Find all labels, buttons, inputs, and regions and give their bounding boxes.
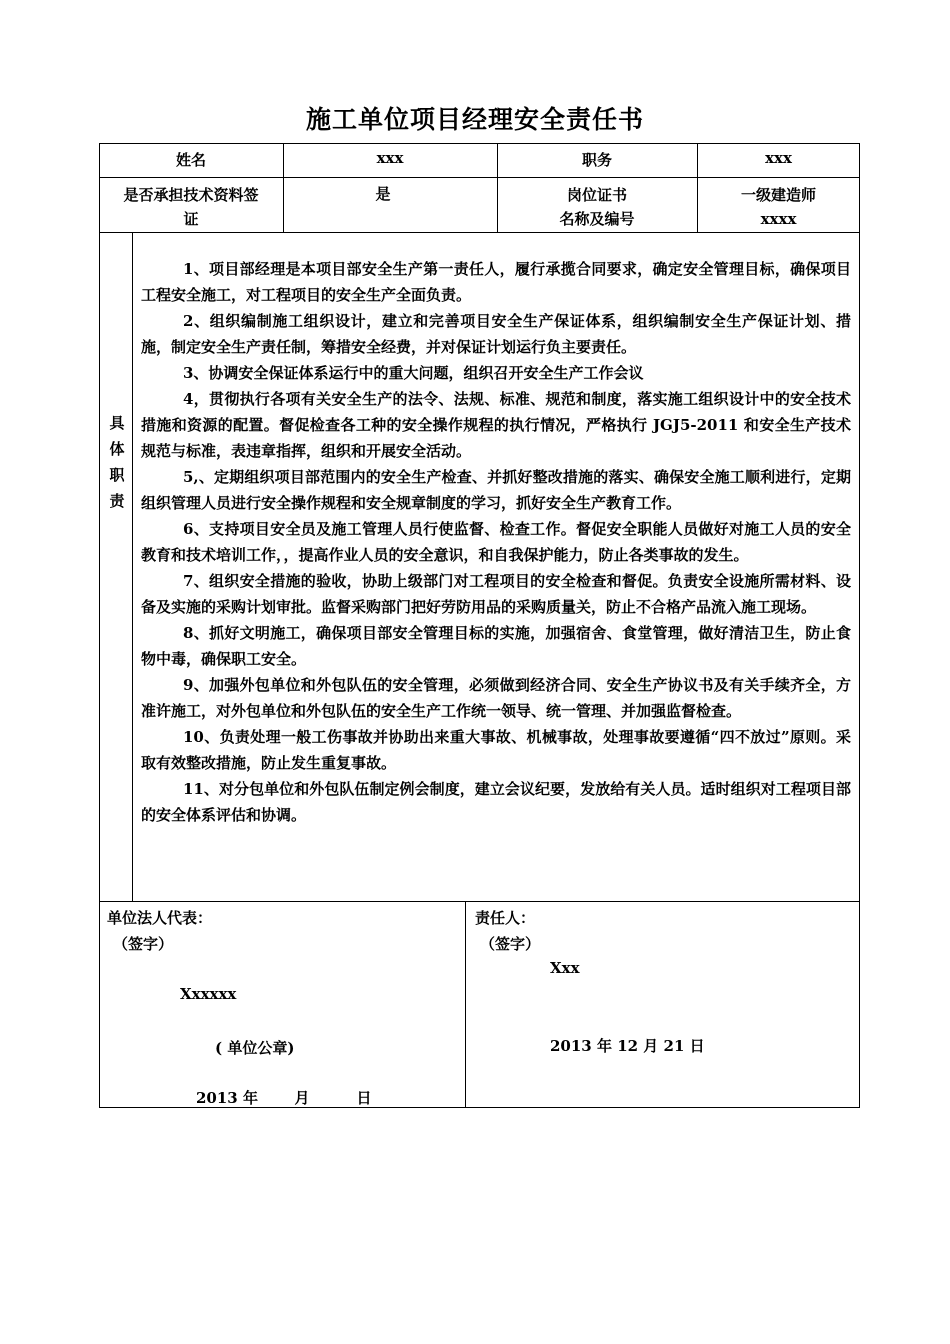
duties-side-label [104,410,130,514]
row-divider [99,177,860,178]
side-label-char: 具 [109,414,125,432]
side-label-char: 体 [109,440,125,458]
company-seal: ( 单位公章) [215,1039,295,1057]
duty-item: 8、抓好文明施工，确保项目部安全管理目标的实施，加强宿舍、食堂管理，做好清洁卫生，防止食物中毒，确保职工安全。 [141,624,851,668]
duty-item: 11、对分包单位和外包队伍制定例会制度，建立会议纪要，发放给有关人员。适时组织对工程项目部的安全体系评估和协调。 [141,780,851,824]
certificate-value [697,183,860,231]
certificate-number: xxxx [760,210,797,228]
responsible-date: 2013 年 12 月 21 日 [550,1037,705,1055]
certificate-label-line1: 岗位证书 [566,186,627,204]
duties-list [141,256,851,828]
legal-rep-sign-hint: （签字） [113,935,174,953]
column-divider [465,901,466,1108]
responsible-person-label: 责任人： [475,909,536,927]
name-label: 姓名 [175,151,206,169]
legal-rep-label: 单位法人代表： [107,909,213,927]
duty-item: 3、协调安全保证体系运行中的重大问题，组织召开安全生产工作会议 [183,364,644,382]
duty-item: 5,、定期组织项目部范围内的安全生产检查、并抓好整改措施的落实、确保安全施工顺利进行，定期组织管理人员进行安全操作规程和安全规章制度的学习，抓好安全生产教育工作。 [141,468,851,512]
duty-item: 4，贯彻执行各项有关安全生产的法令、法规、标准、规范和制度，落实施工组织设计中的安全技术措施和资源的配置。督促检查各工种的安全操作规程的执行情况，严格执行 JGJ5-2011 和安全生产技术规范与标准，表违章指挥，组织和开展安全活动。 [141,390,851,460]
position-value: xxx [765,149,792,167]
certificate-name: 一级建造师 [740,186,816,204]
responsible-sign-hint: （签字） [480,935,541,953]
position-label: 职务 [581,151,612,169]
side-label-char: 责 [109,492,125,510]
side-label-char: 职 [109,466,125,484]
document-title: 施工单位项目经理安全责任书 [305,105,644,134]
tech-signoff-value: 是 [375,185,391,203]
legal-rep-signer: Xxxxxx [180,985,237,1003]
legal-rep-date: 2013 年 月 日 [196,1089,372,1107]
duty-item: 2、组织编制施工组织设计，建立和完善项目安全生产保证体系，组织编制安全生产保证计划、措施，制定安全生产责任制，筹措安全经费，并对保证计划运行负主要责任。 [141,312,851,356]
duty-item: 6、支持项目安全员及施工管理人员行使监督、检查工作。督促安全职能人员做好对施工人员的安全教育和技术培训工作，，提高作业人员的安全意识，和自我保护能力，防止各类事故的发生。 [141,520,851,564]
duty-item: 1、项目部经理是本项目部安全生产第一责任人，履行承揽合同要求，确定安全管理目标，确保项目工程安全施工，对工程项目的安全生产全面负责。 [141,260,851,304]
row-divider [99,901,860,902]
certificate-label [497,183,697,231]
certificate-label-line2: 名称及编号 [559,210,635,228]
duty-item: 7、组织安全措施的验收，协助上级部门对工程项目的安全检查和督促。负责安全设施所需材料、设备及实施的采购计划审批。监督采购部门把好劳防用品的采购质量关，防止不合格产品流入施工现场。 [141,572,851,616]
name-value: xxx [376,149,404,167]
tech-signoff-label [99,183,283,231]
duty-item: 10、负责处理一般工伤事故并协助出来重大事故、机械事故，处理事故要遵循“四不放过”原则。采取有效整改措施，防止发生重复事故。 [141,728,851,772]
responsible-signer: Xxx [550,959,580,977]
column-divider [132,232,133,901]
tech-signoff-label-line1: 是否承担技术资料签 [123,186,259,204]
duty-item: 9、加强外包单位和外包队伍的安全管理，必须做到经济合同、安全生产协议书及有关手续齐全，方准许施工，对外包单位和外包队伍的安全生产工作统一领导、统一管理、并加强监督检查。 [141,676,851,720]
tech-signoff-label-line2: 证 [183,210,199,228]
row-divider [99,232,860,233]
